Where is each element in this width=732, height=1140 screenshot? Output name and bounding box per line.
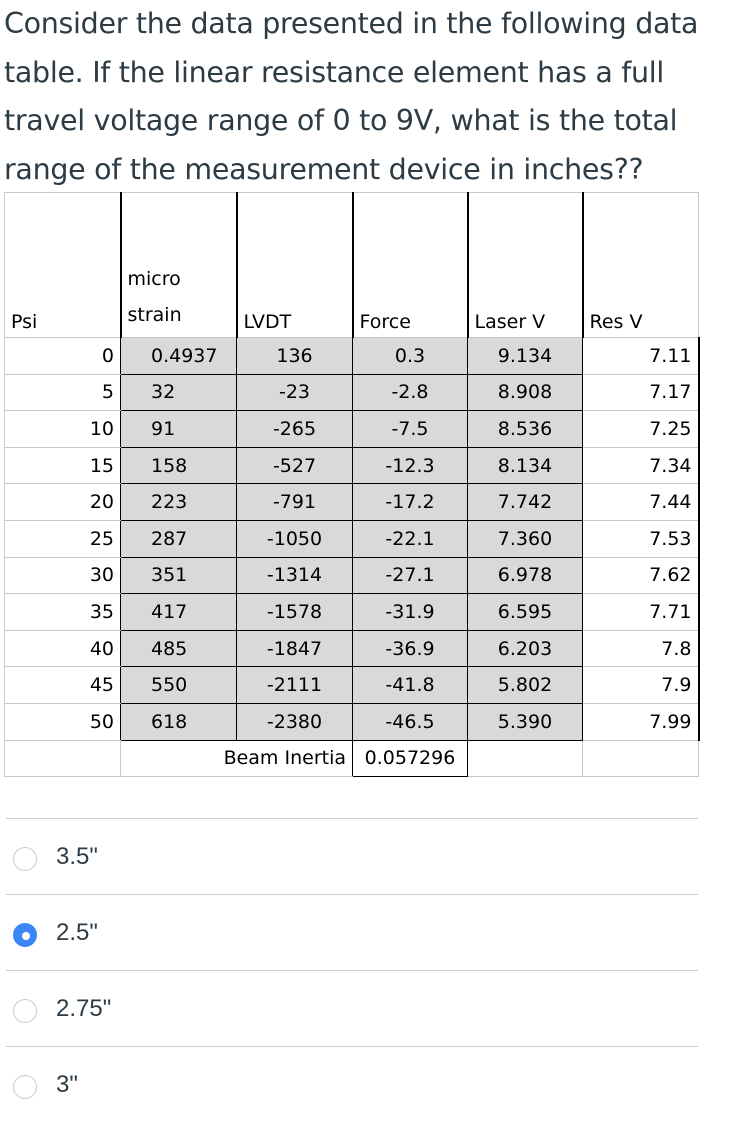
cell-laser-v: 6.978 [468, 557, 583, 594]
cell-empty [583, 740, 699, 777]
cell-res-v: 7.62 [583, 557, 699, 594]
cell-micro-strain: 223 [121, 484, 237, 521]
cell-force: 0.3 [353, 338, 468, 375]
answer-option[interactable] [6, 818, 698, 894]
cell-laser-v: 8.908 [468, 374, 583, 411]
cell-micro-strain: 618 [121, 703, 237, 740]
cell-micro-strain: 351 [121, 557, 237, 594]
data-table-image [4, 192, 698, 770]
table-header-row [5, 193, 699, 338]
table-footer-row [5, 740, 699, 777]
cell-force: -2.8 [353, 374, 468, 411]
cell-force: -41.8 [353, 667, 468, 704]
cell-psi: 0 [5, 338, 121, 375]
header-laser-v: Laser V [468, 193, 583, 338]
cell-lvdt: -1847 [237, 630, 353, 667]
cell-force: -22.1 [353, 520, 468, 557]
beam-inertia-label: Beam Inertia [121, 740, 353, 777]
radio-button[interactable] [13, 999, 37, 1023]
cell-laser-v: 5.390 [468, 703, 583, 740]
header-psi: Psi [5, 193, 121, 338]
cell-micro-strain: 287 [121, 520, 237, 557]
answer-option[interactable] [6, 1046, 698, 1122]
cell-res-v: 7.99 [583, 703, 699, 740]
cell-lvdt: -791 [237, 484, 353, 521]
cell-empty [5, 740, 121, 777]
cell-res-v: 7.53 [583, 520, 699, 557]
table-row [5, 630, 699, 667]
cell-psi: 15 [5, 447, 121, 484]
cell-psi: 35 [5, 594, 121, 631]
cell-res-v: 7.17 [583, 374, 699, 411]
cell-force: -27.1 [353, 557, 468, 594]
radio-button[interactable] [13, 847, 37, 871]
cell-laser-v: 9.134 [468, 338, 583, 375]
cell-lvdt: -265 [237, 411, 353, 448]
answer-option[interactable] [6, 894, 698, 970]
cell-res-v: 7.34 [583, 447, 699, 484]
cell-lvdt: -23 [237, 374, 353, 411]
cell-res-v: 7.71 [583, 594, 699, 631]
header-res-v: Res V [583, 193, 699, 338]
answer-options [6, 818, 698, 1122]
cell-psi: 30 [5, 557, 121, 594]
cell-empty [468, 740, 583, 777]
header-strain: strain [127, 304, 182, 326]
cell-lvdt: -1314 [237, 557, 353, 594]
cell-laser-v: 8.536 [468, 411, 583, 448]
beam-inertia-value: 0.057296 [353, 740, 468, 777]
answer-label[interactable]: 3" [56, 1071, 78, 1098]
cell-micro-strain: 91 [121, 411, 237, 448]
header-micro: micro [127, 268, 181, 290]
cell-laser-v: 7.742 [468, 484, 583, 521]
cell-lvdt: -1050 [237, 520, 353, 557]
cell-laser-v: 6.595 [468, 594, 583, 631]
cell-psi: 10 [5, 411, 121, 448]
question-text: Consider the data presented in the following data table. If the linear resistance element has a full travel voltage range of 0 to 9V, what is the total range of the measurement device in inches?? [4, 7, 699, 186]
cell-psi: 45 [5, 667, 121, 704]
cell-micro-strain: 485 [121, 630, 237, 667]
cell-psi: 25 [5, 520, 121, 557]
cell-res-v: 7.25 [583, 411, 699, 448]
header-lvdt: LVDT [237, 193, 353, 338]
data-table [4, 192, 700, 777]
cell-laser-v: 5.802 [468, 667, 583, 704]
cell-micro-strain: 417 [121, 594, 237, 631]
cell-psi: 20 [5, 484, 121, 521]
table-row [5, 703, 699, 740]
cell-res-v: 7.9 [583, 667, 699, 704]
header-micro-strain [121, 193, 237, 338]
cell-micro-strain: 158 [121, 447, 237, 484]
cell-force: -7.5 [353, 411, 468, 448]
answer-label[interactable]: 2.5" [56, 919, 98, 946]
answer-label[interactable]: 3.5" [56, 843, 98, 870]
table-row [5, 557, 699, 594]
cell-res-v: 7.8 [583, 630, 699, 667]
cell-force: -36.9 [353, 630, 468, 667]
cell-psi: 50 [5, 703, 121, 740]
radio-button[interactable] [13, 1075, 37, 1099]
table-row [5, 667, 699, 704]
cell-lvdt: -527 [237, 447, 353, 484]
cell-micro-strain: 32 [121, 374, 237, 411]
table-row [5, 520, 699, 557]
cell-psi: 40 [5, 630, 121, 667]
cell-lvdt: -1578 [237, 594, 353, 631]
cell-force: -46.5 [353, 703, 468, 740]
table-row [5, 411, 699, 448]
cell-laser-v: 8.134 [468, 447, 583, 484]
cell-force: -31.9 [353, 594, 468, 631]
cell-res-v: 7.44 [583, 484, 699, 521]
answer-label[interactable]: 2.75" [56, 995, 112, 1022]
cell-micro-strain: 550 [121, 667, 237, 704]
cell-laser-v: 6.203 [468, 630, 583, 667]
cell-force: -17.2 [353, 484, 468, 521]
cell-laser-v: 7.360 [468, 520, 583, 557]
table-row [5, 447, 699, 484]
cell-lvdt: 136 [237, 338, 353, 375]
cell-lvdt: -2380 [237, 703, 353, 740]
table-row [5, 594, 699, 631]
cell-res-v: 7.11 [583, 338, 699, 375]
cell-force: -12.3 [353, 447, 468, 484]
header-force: Force [353, 193, 468, 338]
cell-psi: 5 [5, 374, 121, 411]
answer-option[interactable] [6, 970, 698, 1046]
cell-lvdt: -2111 [237, 667, 353, 704]
table-row [5, 338, 699, 375]
cell-micro-strain: 0.4937 [121, 338, 237, 375]
table-row [5, 374, 699, 411]
table-row [5, 484, 699, 521]
radio-button[interactable] [13, 923, 37, 947]
